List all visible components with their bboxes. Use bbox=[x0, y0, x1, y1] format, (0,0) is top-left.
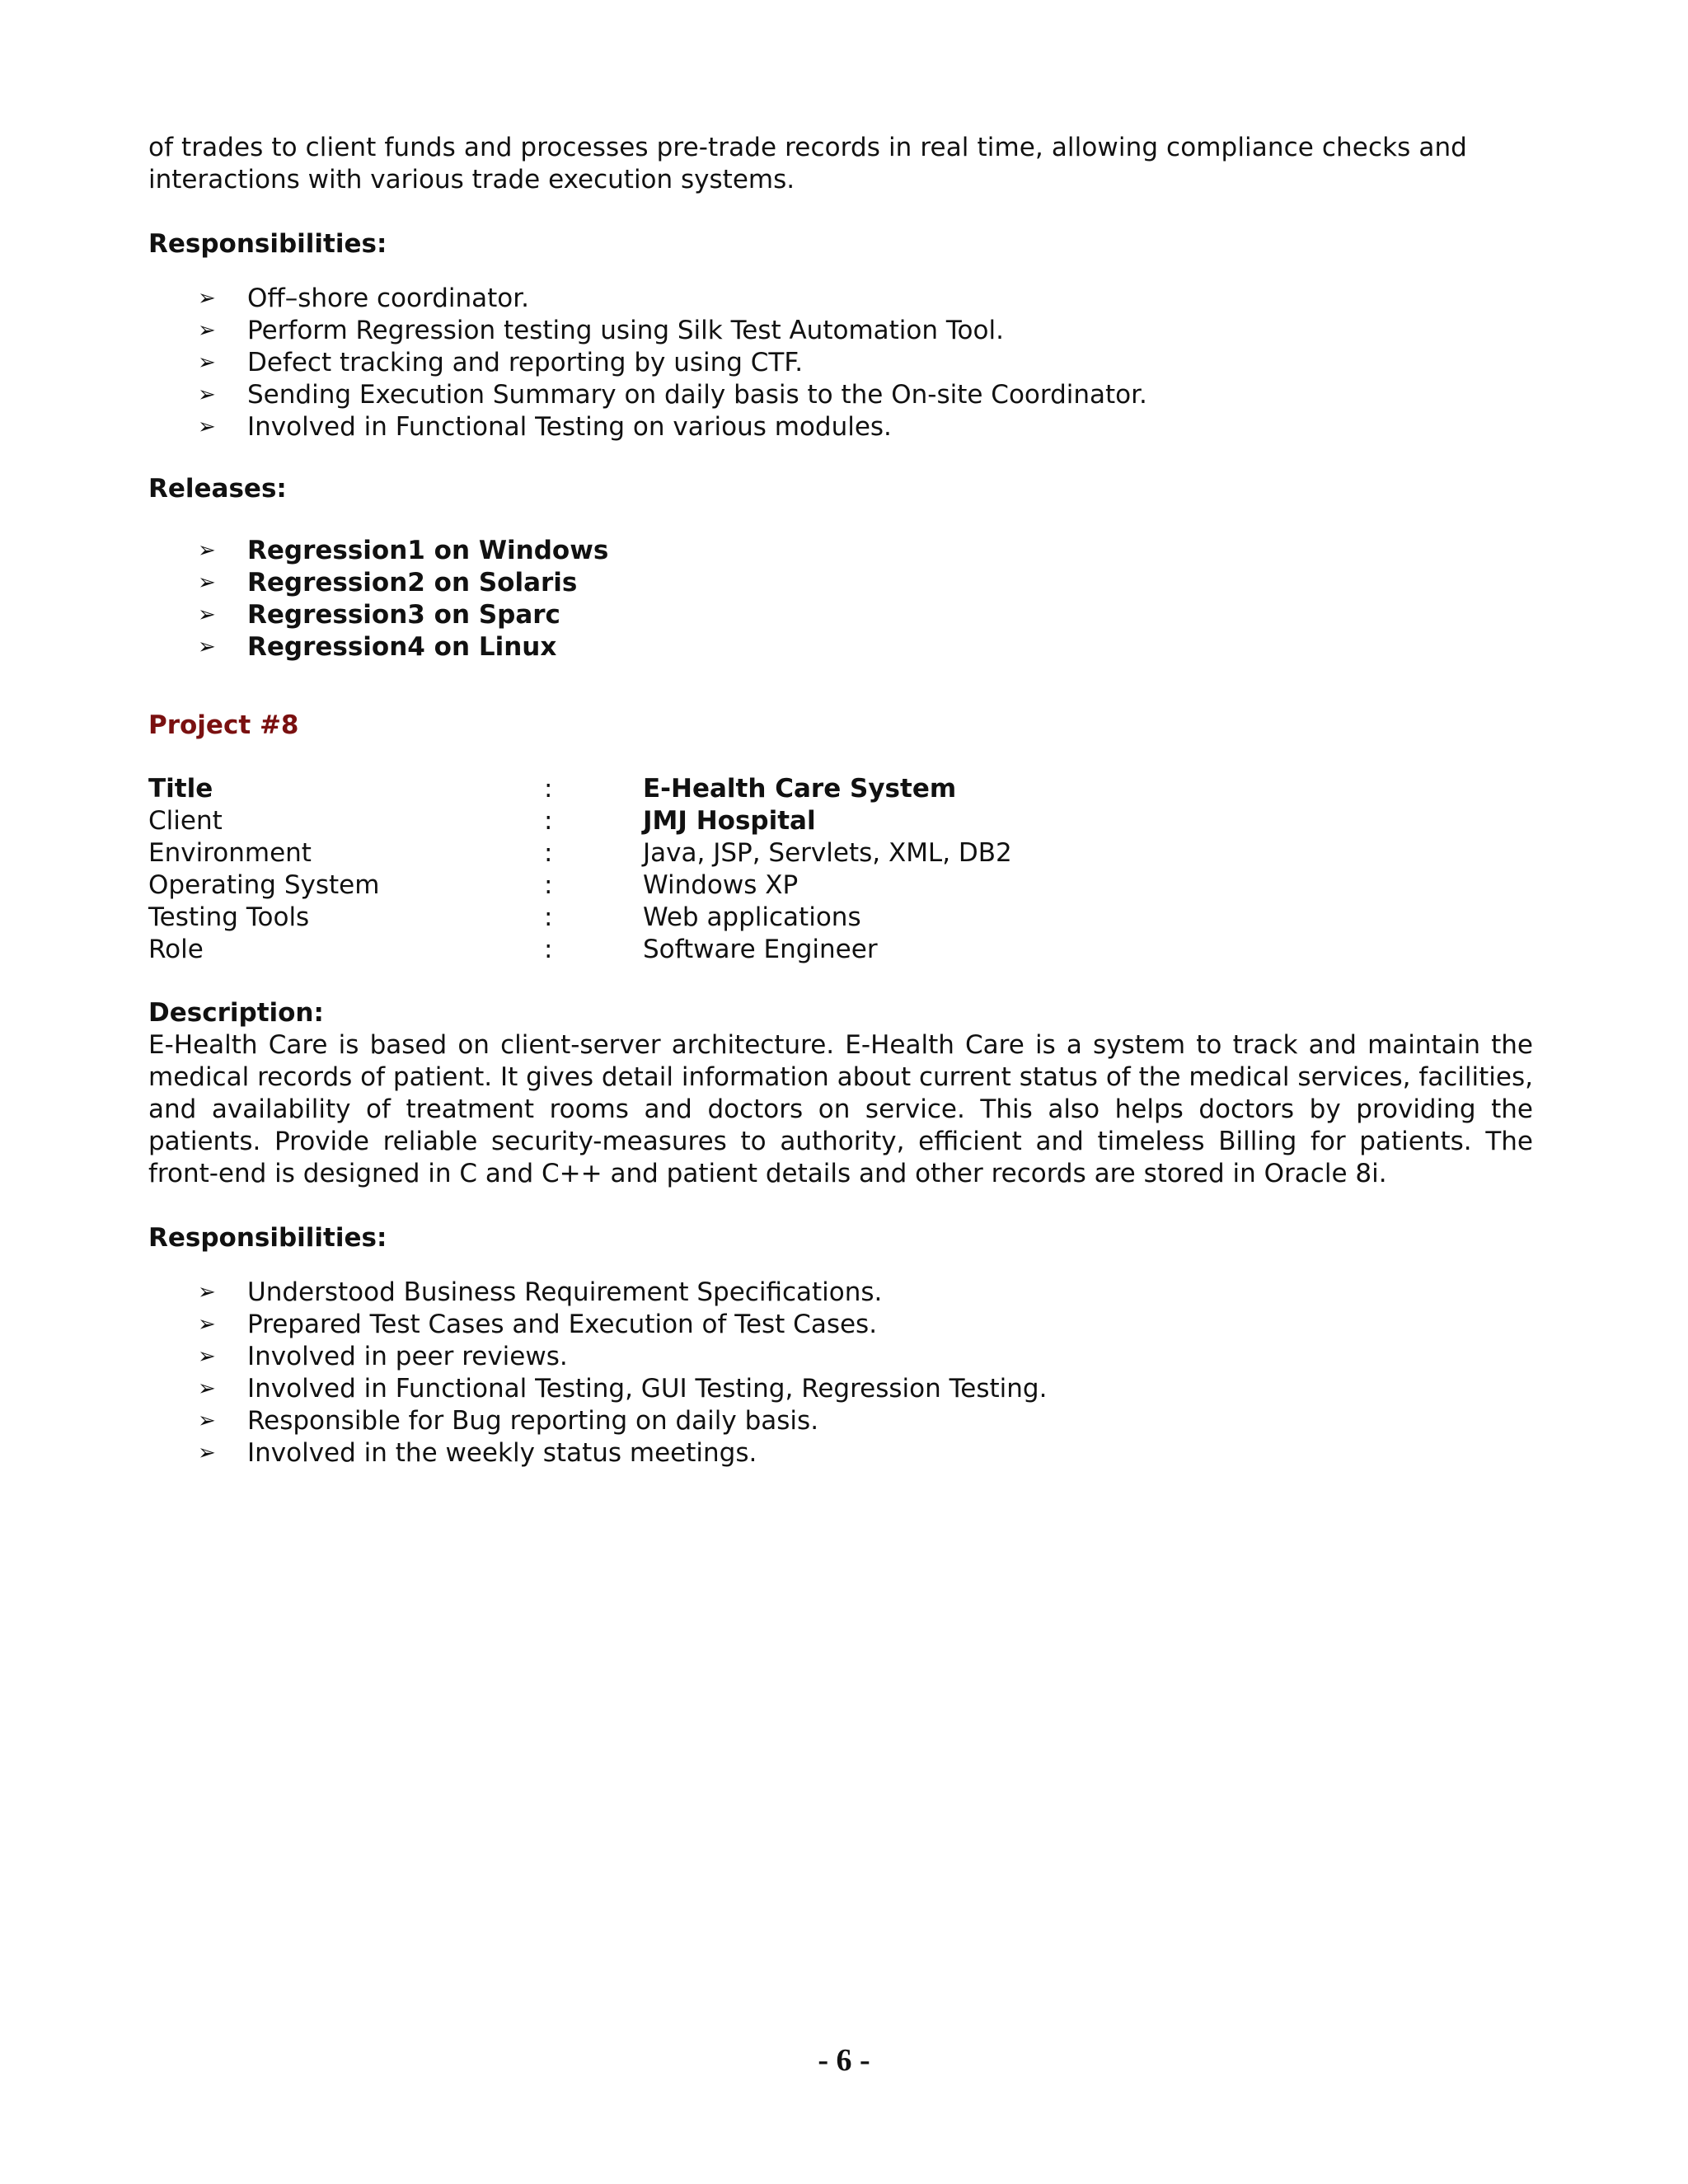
arrow-bullet-icon: ➢ bbox=[198, 1376, 216, 1401]
list-item: ➢ Involved in Functional Testing on various modules. bbox=[198, 412, 892, 442]
responsibilities-heading-2: Responsibilities: bbox=[148, 1223, 387, 1253]
list-item: ➢ Involved in peer reviews. bbox=[198, 1342, 568, 1371]
detail-label-title: Title bbox=[148, 774, 213, 804]
arrow-bullet-icon: ➢ bbox=[198, 1408, 216, 1433]
list-item: ➢ Off–shore coordinator. bbox=[198, 284, 529, 313]
detail-separator: : bbox=[544, 774, 553, 804]
description-text: E-Health Care is based on client-server architecture. E-Health Care is a system to track and maintain the medical records of patient. It gives detail information about current status of the medical services, facilities, and availability of treatment rooms and doctors on service. This also helps doctors by providing the patients. Provide reliable security-measures to authority, efficient and timeless Billing for patients. The front-end is designed in C and C++ and patient details and other records are stored in Oracle 8i. bbox=[148, 1030, 1533, 1188]
list-item: ➢ Sending Execution Summary on daily basis to the On-site Coordinator. bbox=[198, 380, 1147, 410]
arrow-bullet-icon: ➢ bbox=[198, 1344, 216, 1369]
detail-value-role: Software Engineer bbox=[643, 935, 878, 964]
detail-separator: : bbox=[544, 838, 553, 868]
arrow-bullet-icon: ➢ bbox=[198, 635, 216, 659]
detail-separator: : bbox=[544, 902, 553, 932]
responsibilities-list bbox=[148, 283, 1533, 443]
list-item: ➢ Understood Business Requirement Specifications. bbox=[198, 1277, 883, 1307]
table-row bbox=[148, 773, 1385, 805]
list-item: ➢ Regression2 on Solaris bbox=[198, 568, 578, 598]
description-heading: Description: bbox=[148, 998, 324, 1028]
releases-list bbox=[148, 535, 1533, 663]
page-number: - 6 - bbox=[818, 2043, 870, 2078]
arrow-bullet-icon: ➢ bbox=[198, 350, 216, 375]
detail-value-environment: Java, JSP, Servlets, XML, DB2 bbox=[643, 838, 1012, 868]
list-item: ➢ Involved in the weekly status meetings. bbox=[198, 1438, 757, 1468]
detail-separator: : bbox=[544, 935, 553, 964]
table-row bbox=[148, 934, 1385, 966]
detail-value-testing-tools: Web applications bbox=[643, 902, 861, 932]
detail-separator: : bbox=[544, 870, 553, 900]
table-row bbox=[148, 805, 1385, 837]
detail-value-title: E-Health Care System bbox=[643, 774, 957, 804]
table-row bbox=[148, 902, 1385, 934]
detail-label-role: Role bbox=[148, 935, 204, 964]
detail-value-client: JMJ Hospital bbox=[643, 806, 816, 836]
table-row bbox=[148, 869, 1385, 902]
detail-label-environment: Environment bbox=[148, 838, 312, 868]
table-row bbox=[148, 837, 1385, 869]
project-details-table bbox=[148, 773, 1385, 966]
arrow-bullet-icon: ➢ bbox=[198, 1441, 216, 1465]
responsibilities-heading: Responsibilities: bbox=[148, 229, 387, 259]
list-item: ➢ Perform Regression testing using Silk Test Automation Tool. bbox=[198, 316, 1004, 345]
arrow-bullet-icon: ➢ bbox=[198, 318, 216, 343]
document-page bbox=[148, 132, 1533, 1469]
arrow-bullet-icon: ➢ bbox=[198, 286, 216, 311]
responsibilities-list-2 bbox=[148, 1277, 1533, 1469]
arrow-bullet-icon: ➢ bbox=[198, 538, 216, 563]
list-item: ➢ Involved in Functional Testing, GUI Testing, Regression Testing. bbox=[198, 1374, 1048, 1404]
list-item: ➢ Prepared Test Cases and Execution of Test Cases. bbox=[198, 1310, 878, 1339]
arrow-bullet-icon: ➢ bbox=[198, 1312, 216, 1337]
detail-label-testing-tools: Testing Tools bbox=[148, 902, 310, 932]
list-item: ➢ Defect tracking and reporting by using CTF. bbox=[198, 348, 804, 377]
arrow-bullet-icon: ➢ bbox=[198, 1280, 216, 1305]
arrow-bullet-icon: ➢ bbox=[198, 570, 216, 595]
detail-separator: : bbox=[544, 806, 553, 836]
list-item: ➢ Regression3 on Sparc bbox=[198, 600, 560, 630]
arrow-bullet-icon: ➢ bbox=[198, 602, 216, 627]
list-item: ➢ Responsible for Bug reporting on daily basis. bbox=[198, 1406, 819, 1436]
intro-line-2: interactions with various trade execution systems. bbox=[148, 165, 795, 194]
detail-value-os: Windows XP bbox=[643, 870, 799, 900]
arrow-bullet-icon: ➢ bbox=[198, 382, 216, 407]
intro-line-1: of trades to client funds and processes pre-trade records in real time, allowing compliance checks and bbox=[148, 133, 1467, 162]
detail-label-os: Operating System bbox=[148, 870, 380, 900]
project-heading: Project #8 bbox=[148, 710, 299, 740]
list-item: ➢ Regression1 on Windows bbox=[198, 536, 609, 565]
releases-heading: Releases: bbox=[148, 474, 287, 504]
arrow-bullet-icon: ➢ bbox=[198, 415, 216, 439]
detail-label-client: Client bbox=[148, 806, 223, 836]
list-item: ➢ Regression4 on Linux bbox=[198, 632, 557, 662]
